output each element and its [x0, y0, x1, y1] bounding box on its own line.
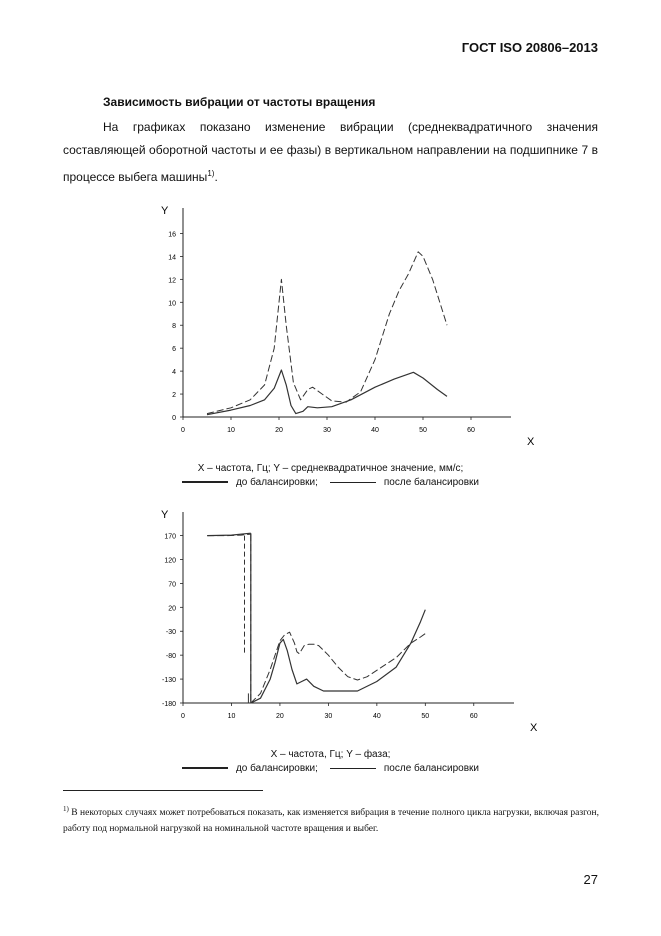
x-tick-label: 10	[227, 713, 236, 720]
series-after-balancing-seg-2	[251, 610, 425, 703]
x-tick-label: 0	[181, 427, 185, 434]
footnote-separator	[63, 790, 263, 791]
footnote-text: В некоторых случаях может потребоваться показать, как изменяется вибрация в течение полного цикла нагрузки, включая разгон, работу под нормальной нагрузкой на номинальной частоте вращения и выбег.	[63, 808, 600, 835]
intro-paragraph	[63, 116, 598, 189]
y-tick-label: 70	[168, 581, 176, 589]
legend-solid-line	[330, 768, 376, 769]
page-number: 27	[583, 872, 598, 887]
legend-solid-line	[330, 482, 376, 483]
y-tick-label: -80	[165, 653, 176, 661]
y-tick-label: 120	[164, 557, 176, 565]
chart1-caption: X – частота, Гц; Y – среднеквадратичное значение, мм/с;	[197, 463, 464, 474]
y-axis-label: Y	[161, 509, 169, 521]
legend-before-label: до балансировки;	[235, 477, 318, 488]
legend-dashed-line	[182, 767, 228, 769]
y-tick-label: 6	[172, 346, 176, 354]
y-tick-label: 170	[164, 533, 176, 541]
series-after-balancing	[207, 370, 447, 415]
y-tick-label: 20	[168, 605, 176, 613]
intro-end: .	[214, 170, 218, 184]
y-tick-label: 0	[172, 415, 176, 422]
x-tick-label: 40	[372, 713, 381, 720]
x-tick-label: 50	[419, 427, 427, 434]
x-axis-label: X	[530, 722, 538, 734]
y-tick-label: 8	[172, 323, 176, 331]
y-tick-label: -180	[161, 701, 176, 708]
x-tick-label: 50	[421, 713, 430, 720]
intro-text: На графиках показано изменение вибрации (среднеквадратичного значения составляющей оборотной частоты и ее фазы) в вертикальном направлении на подшипнике 7 в процессе выбега машины	[63, 120, 598, 184]
footnote	[63, 801, 599, 837]
section-title: Зависимость вибрации от частоты вращения	[103, 95, 376, 109]
x-tick-label: 20	[275, 427, 283, 434]
x-tick-label: 30	[323, 427, 331, 434]
legend-before-label: до балансировки;	[235, 763, 318, 774]
y-tick-label: 16	[168, 231, 176, 239]
series-after-balancing-seg-0	[207, 533, 251, 535]
x-tick-label: 30	[324, 713, 333, 720]
y-tick-label: 10	[168, 300, 176, 308]
legend-after-label: после балансировки	[383, 477, 480, 488]
x-tick-label: 40	[371, 427, 379, 434]
series-before-balancing	[207, 252, 447, 414]
chart-vibration-phase	[150, 509, 538, 744]
y-tick-label: 12	[168, 277, 176, 285]
x-tick-label: 0	[181, 713, 185, 720]
chart2-caption: X – частота, Гц; Y – фаза;	[270, 749, 391, 760]
x-tick-label: 60	[467, 427, 475, 434]
x-tick-label: 10	[227, 427, 235, 434]
x-tick-label: 20	[276, 713, 284, 720]
chart2-legend	[0, 762, 661, 776]
y-tick-label: 2	[172, 392, 176, 400]
footnote-marker: 1)	[63, 805, 69, 813]
legend-dashed-line	[182, 481, 228, 483]
x-tick-label: 60	[469, 713, 478, 720]
y-axis-label: Y	[161, 205, 169, 217]
document-code: ГОСТ ISO 20806–2013	[461, 40, 598, 55]
y-tick-label: -130	[161, 677, 176, 685]
footnote-ref[interactable]: 1)	[207, 169, 215, 178]
y-tick-label: 4	[172, 369, 176, 377]
y-tick-label: 14	[168, 254, 176, 262]
chart-vibration-amplitude	[150, 200, 535, 450]
x-axis-label: X	[527, 436, 535, 448]
chart1-legend	[0, 476, 661, 490]
series-before-balancing-seg-2	[251, 632, 425, 703]
y-tick-label: -30	[165, 629, 176, 637]
legend-after-label: после балансировки	[383, 763, 480, 774]
